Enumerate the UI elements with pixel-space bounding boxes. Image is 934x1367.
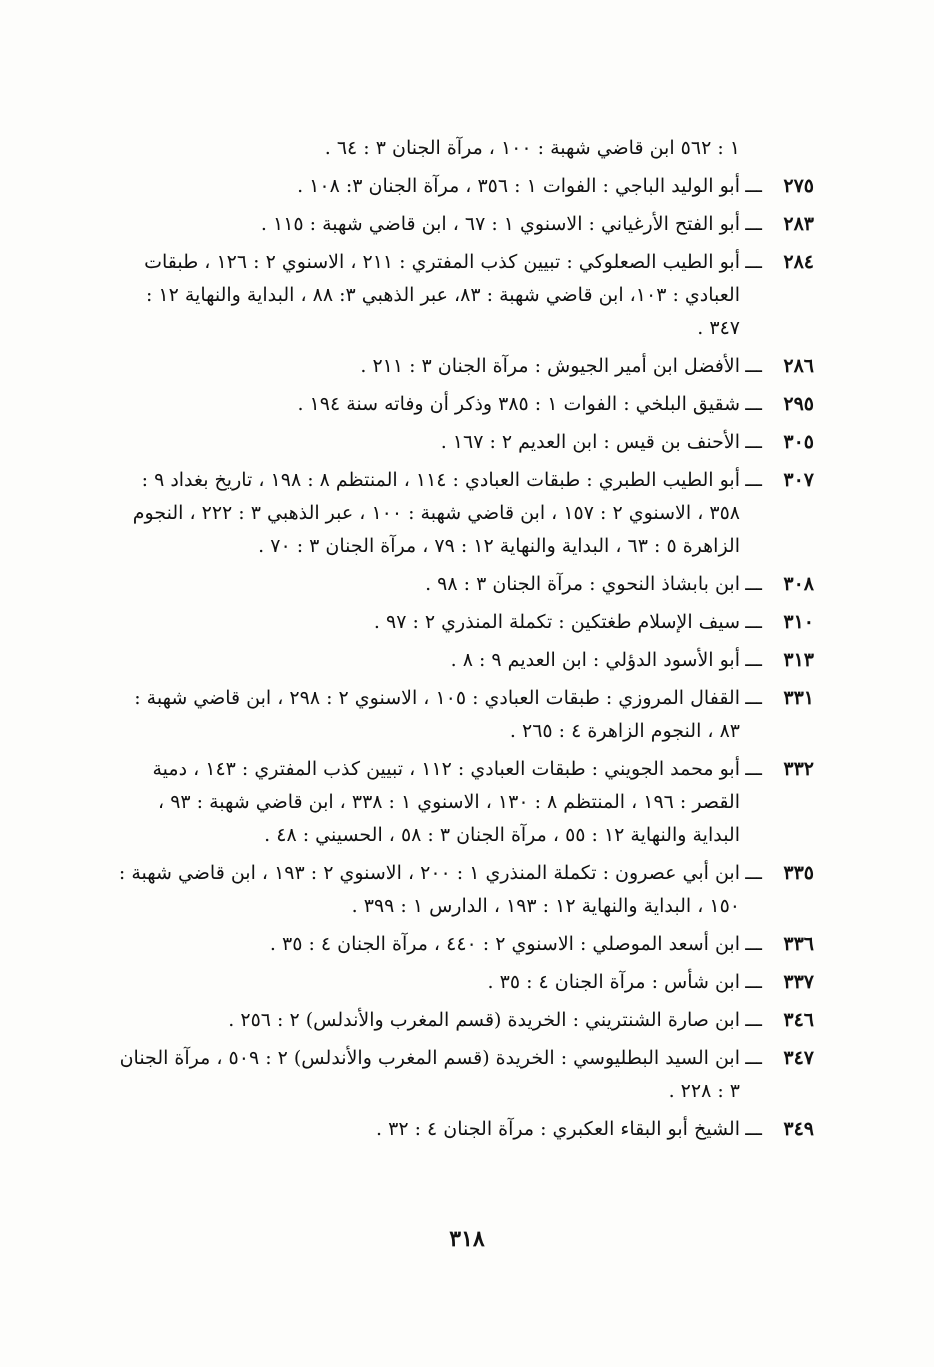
entry-number: ٣١٣ <box>783 649 814 671</box>
entry-text: الأحنف بن قيس : ابن العديم ٢ : ١٦٧ . <box>440 431 740 453</box>
entry-dash: ـــ <box>745 758 762 780</box>
entry-dash: ـــ <box>745 573 762 595</box>
entry-text: الأفضل ابن أمير الجيوش : مرآة الجنان ٣ : ٢١١ . <box>360 355 740 377</box>
entry-313 <box>114 644 814 677</box>
entry-text: ابن السيد البطليوسي : الخريدة (قسم المغرب والأندلس) ٢ : ٥٠٩ ، مرآة الجنان ٣ : ٢٢٨ . <box>119 1047 740 1102</box>
entry-text: الشيخ أبو البقاء العكبري : مرآة الجنان ٤ : ٣٢ . <box>376 1118 740 1140</box>
entry-286 <box>114 350 814 383</box>
entry-number: ٣٤٩ <box>783 1118 814 1140</box>
entry-332 <box>114 753 814 852</box>
entry-dash: ـــ <box>745 862 762 884</box>
entry-331 <box>114 682 814 748</box>
entry-number: ٢٨٣ <box>783 213 814 235</box>
entry-text: أبو الطيب الصعلوكي : تبيين كذب المفتري : ٢١١ ، الاسنوي ٢ : ١٢٦ ، طبقات العبادي : ١٠٣، ابن قاضي شهبة : ٨٣، عبر الذهبي ٣: ٨٨ ، البداية والنهاية ١٢ : ٣٤٧ . <box>144 251 740 339</box>
entry-text: ابن أبي عصرون : تكملة المنذري ١ : ٢٠٠ ، الاسنوي ٢ : ١٩٣ ، ابن قاضي شهبة : ١٥٠ ، البداية والنهاية ١٢ : ١٩٣ ، الدارس ١ : ٣٩٩ . <box>118 862 740 917</box>
entry-number: ٣٣١ <box>783 687 814 709</box>
entry-number: ٣٤٧ <box>783 1047 814 1069</box>
entry-dash: ـــ <box>745 213 762 235</box>
entry-dash: ـــ <box>745 611 762 633</box>
entry-number: ٢٧٥ <box>783 175 814 197</box>
entry-number: ٢٨٦ <box>783 355 814 377</box>
entry-text: شقيق البلخي : الفوات ١ : ٣٨٥ وذكر أن وفاته سنة ١٩٤ . <box>297 393 740 415</box>
entry-337 <box>114 966 814 999</box>
entry-text: ابن بابشاذ النحوي : مرآة الجنان ٣ : ٩٨ . <box>425 573 740 595</box>
entry-number: ٣٠٥ <box>783 431 814 453</box>
entry-dash: ـــ <box>745 933 762 955</box>
entry-308 <box>114 568 814 601</box>
entry-text: ١ : ٥٦٢ ابن قاضي شهبة : ١٠٠ ، مرآة الجنان ٣ : ٦٤ . <box>324 137 740 159</box>
entry-dash: ـــ <box>745 687 762 709</box>
entry-dash: ـــ <box>745 175 762 197</box>
entry-dash: ـــ <box>745 649 762 671</box>
entry-number: ٣٣٦ <box>783 933 814 955</box>
entry-307 <box>114 464 814 563</box>
page-number: ٣١٨ <box>449 1226 485 1252</box>
entry-284 <box>114 246 814 345</box>
entry-number: ٣٣٢ <box>783 758 814 780</box>
entry-dash: ـــ <box>745 971 762 993</box>
entry-dash: ـــ <box>745 469 762 491</box>
entry-number: ٣٠٧ <box>783 469 814 491</box>
entry-text: أبو محمد الجويني : طبقات العبادي : ١١٢ ، تبيين كذب المفتري : ١٤٣ ، دمية القصر : ١٩٦ ، المنتظم ٨ : ١٣٠ ، الاسنوي ١ : ٣٣٨ ، ابن قاضي شهبة : ٩٣ ، البداية والنهاية ١٢ : ٥٥ ، مرآة الجنان ٣ : ٥٨ ، الحسيني : ٤٨ . <box>152 758 740 846</box>
entry-335 <box>114 857 814 923</box>
entry-text: أبو الطيب الطبري : طبقات العبادي : ١١٤ ، المنتظم ٨ : ١٩٨ ، تاريخ بغداد ٩ : ٣٥٨ ، الاسنوي ٢ : ١٥٧ ، ابن قاضي شهبة : ١٠٠ ، عبر الذهبي ٣ : ٢٢٢ ، النجوم الزاهرة ٥ : ٦٣ ، البداية والنهاية ١٢ : ٧٩ ، مرآة الجنان ٣ : ٧٠ . <box>132 469 740 557</box>
entry-text: ابن شأس : مرآة الجنان ٤ : ٣٥ . <box>487 971 740 993</box>
footnote-entries <box>114 132 814 1151</box>
entry-dash: ـــ <box>745 431 762 453</box>
entry-number: ٣١٠ <box>783 611 814 633</box>
entry-number: ٣٠٨ <box>783 573 814 595</box>
entry-text: سيف الإسلام طغتكين : تكملة المنذري ٢ : ٩٧ . <box>373 611 740 633</box>
entry-text: أبو الوليد الباجي : الفوات ١ : ٣٥٦ ، مرآة الجنان ٣: ١٠٨ . <box>297 175 740 197</box>
entry-number: ٢٨٤ <box>783 251 814 273</box>
entry-number: ٣٤٦ <box>783 1009 814 1031</box>
entry-310 <box>114 606 814 639</box>
entry-283 <box>114 208 814 241</box>
entry-number: ٣٣٥ <box>783 862 814 884</box>
entry-dash: ـــ <box>745 1118 762 1140</box>
entry-dash: ـــ <box>745 355 762 377</box>
entry-text: القفال المروزي : طبقات العبادي : ١٠٥ ، الاسنوي ٢ : ٢٩٨ ، ابن قاضي شهبة : ٨٣ ، النجوم الزاهرة ٤ : ٢٦٥ . <box>134 687 740 742</box>
entry-text: ابن أسعد الموصلي : الاسنوي ٢ : ٤٤٠ ، مرآة الجنان ٤ : ٣٥ . <box>269 933 740 955</box>
entry-number: ٢٩٥ <box>783 393 814 415</box>
entry-347 <box>114 1042 814 1108</box>
entry-continuation <box>114 132 814 165</box>
entry-text: ابن صارة الشنتريني : الخريدة (قسم المغرب والأندلس) ٢ : ٢٥٦ . <box>228 1009 740 1031</box>
entry-275 <box>114 170 814 203</box>
entry-336 <box>114 928 814 961</box>
entry-dash: ـــ <box>745 393 762 415</box>
entry-number: ٣٣٧ <box>783 971 814 993</box>
entry-text: أبو الأسود الدؤلي : ابن العديم ٩ : ٨ . <box>450 649 740 671</box>
entry-dash: ـــ <box>745 1009 762 1031</box>
entry-346 <box>114 1004 814 1037</box>
entry-349 <box>114 1113 814 1146</box>
entry-dash: ـــ <box>745 251 762 273</box>
entry-295 <box>114 388 814 421</box>
entry-dash: ـــ <box>745 1047 762 1069</box>
entry-305 <box>114 426 814 459</box>
entry-text: أبو الفتح الأرغياني : الاسنوي ١ : ٦٧ ، ابن قاضي شهبة : ١١٥ . <box>260 213 740 235</box>
